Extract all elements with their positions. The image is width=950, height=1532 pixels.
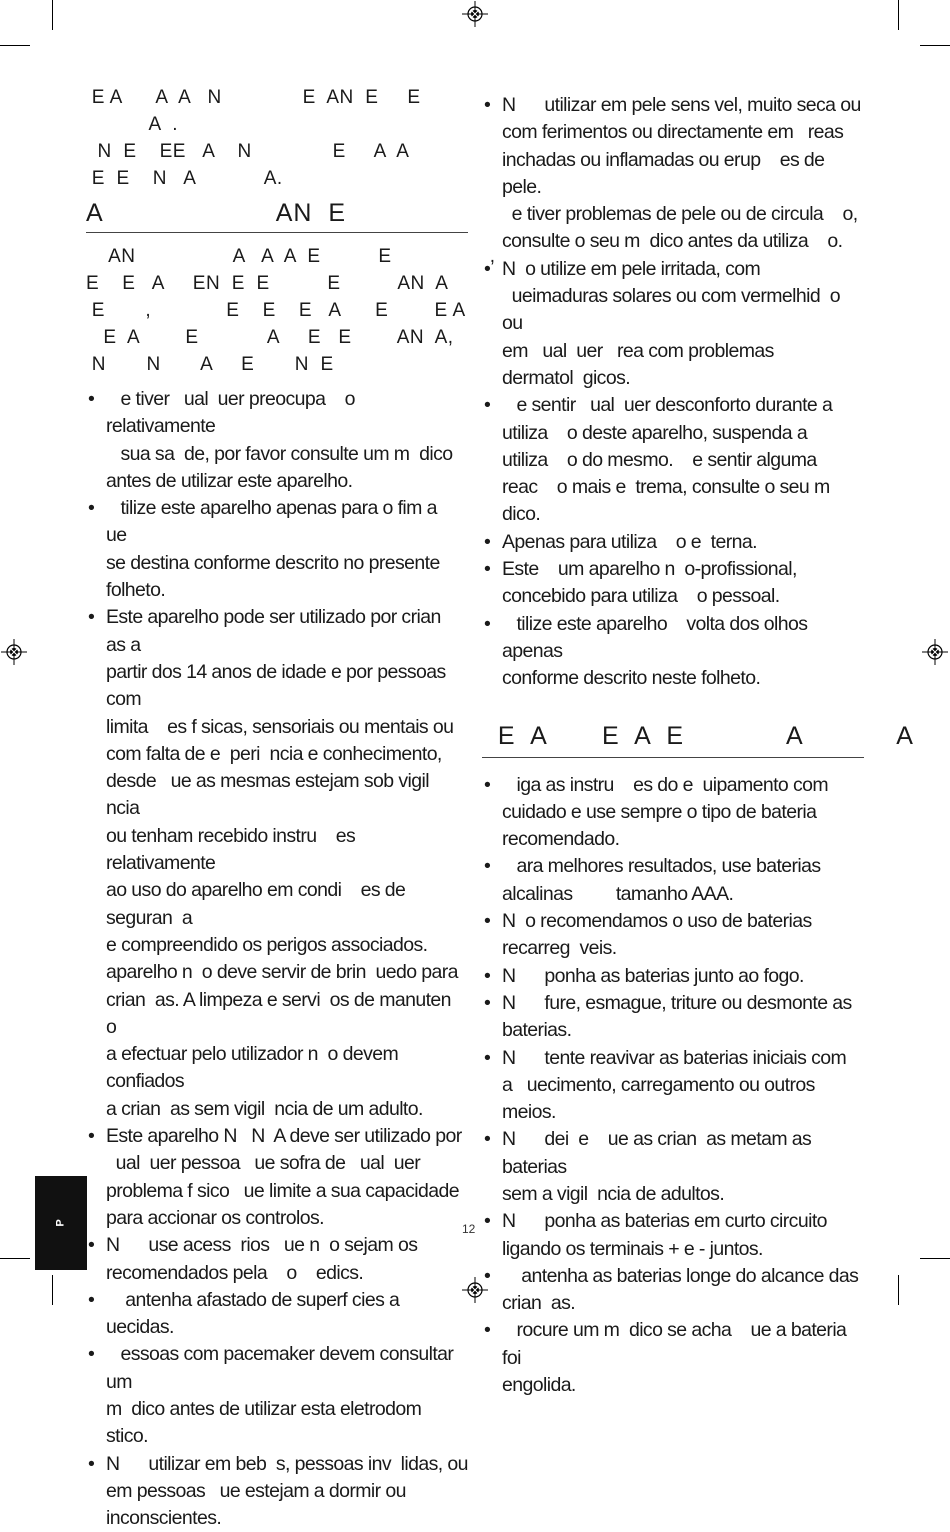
list-item-text: N dei e ue as crian as metam as baterias sem a vigil ncia de adultos. bbox=[502, 1128, 812, 1205]
list-item-text: antenha as baterias longe do alcance das crian as. bbox=[502, 1264, 859, 1315]
right-bullet-list-bottom bbox=[482, 772, 864, 1400]
list-item bbox=[86, 1341, 468, 1450]
list-item-text: N ponha as baterias em curto circuito ligando os terminais + e - juntos. bbox=[502, 1210, 827, 1260]
list-item-text: e sentir ual uer desconforto durante a utiliza o deste aparelho, suspenda a utiliza o do mesmo. e sentir alguma reac o mais e trema, consulte o seu m dico. bbox=[502, 394, 833, 526]
list-item bbox=[482, 853, 864, 908]
list-item-text: Este aparelho pode ser utilizado por crian as a partir dos 14 anos de idade e por pessoas com limita es f sicas, sensoriais ou mentais ou com falta de e peri ncia e conhecimento, desde ue as mesmas estejam sob vigil ncia ou tenham recebido instru es relativamente ao uso do aparelho em condi es de seguran a e compreendido os perigos associados. aparelho n o deve servir de brin uedo para crian as. A limpeza e servi os de manuten o a efectuar pelo utilizador n o devem confiados a crian as sem vigil ncia de um adulto. bbox=[106, 606, 458, 1120]
list-item-text: e tiver ual uer preocupa o relativamente sua sa de, por favor consulte um m dico antes de utilizar este aparelho. bbox=[106, 388, 453, 492]
list-item-text: N utilizar em beb s, pessoas inv lidas, ou em pessoas ue estejam a dormir ou inconscientes. bbox=[106, 1452, 468, 1530]
list-item bbox=[482, 1126, 864, 1208]
crop-mark bbox=[0, 1258, 30, 1259]
list-item-text: N o utilize em pele irritada, com ueimaduras solares ou com vermelhid o ou em ual uer rea com problemas dermatol gicos. bbox=[502, 257, 841, 389]
list-item-text: N utilizar em pele sens vel, muito seca ou com ferimentos ou directamente em reas inchadas ou inflamadas ou erup es de pele. e tiver problemas de pele ou de circula o, consulte o seu m dico antes da utiliza o. bbox=[502, 94, 861, 253]
caps-line: E A E A E E AN A, bbox=[86, 327, 454, 348]
registration-mark-icon bbox=[922, 639, 948, 665]
list-item-text: rocure um m dico se acha ue a bateria foi engolida. bbox=[502, 1319, 847, 1397]
caps-warning-block bbox=[86, 243, 496, 378]
crop-mark bbox=[52, 1275, 53, 1305]
intro-line: E E N A A. bbox=[86, 168, 283, 189]
list-item-text: Apenas para utiliza o e terna. bbox=[502, 530, 757, 553]
list-item-text: tilize este aparelho volta dos olhos apenas conforme descrito neste folheto. bbox=[502, 612, 808, 690]
list-item bbox=[86, 1123, 468, 1232]
list-item bbox=[482, 1045, 864, 1127]
list-item-text: tilize este aparelho apenas para o fim a ue se destina conforme descrito no presente folheto. bbox=[106, 497, 440, 602]
registration-mark-icon bbox=[462, 1, 488, 27]
list-item bbox=[86, 386, 468, 495]
crop-mark bbox=[52, 0, 53, 30]
list-item bbox=[482, 1317, 864, 1399]
section-title: A AN E bbox=[86, 198, 468, 233]
intro-line: A . bbox=[86, 114, 178, 135]
right-column bbox=[482, 84, 914, 1399]
language-tab-label: P bbox=[55, 1219, 67, 1227]
intro-line: E A A A N E AN E E bbox=[86, 87, 421, 108]
list-item-text: iga as instru es do e uipamento com cuidado e use sempre o tipo de bateria recomendado. bbox=[502, 773, 828, 851]
list-item bbox=[86, 1287, 468, 1342]
list-item bbox=[482, 963, 864, 990]
list-item bbox=[86, 604, 468, 1123]
intro-block bbox=[86, 84, 468, 192]
left-bullet-list bbox=[86, 386, 468, 1532]
right-bullet-list-top bbox=[482, 92, 864, 693]
list-item bbox=[482, 392, 864, 528]
list-item-text: Este um aparelho n o-profissional, concebido para utiliza o pessoal. bbox=[502, 558, 797, 608]
list-item bbox=[482, 908, 864, 963]
list-item-text: essoas com pacemaker devem consultar um m dico antes de utilizar esta eletrodom stico. bbox=[106, 1343, 454, 1448]
list-item bbox=[482, 529, 864, 556]
list-item bbox=[86, 1232, 468, 1287]
language-tab bbox=[35, 1176, 87, 1270]
crop-mark bbox=[0, 45, 30, 46]
list-item bbox=[86, 495, 468, 604]
list-item-text: N tente reavivar as baterias iniciais com a uecimento, carregamento ou outros meios. bbox=[502, 1046, 847, 1124]
list-item bbox=[482, 92, 864, 256]
crop-mark bbox=[920, 1258, 950, 1259]
list-item bbox=[482, 256, 864, 392]
list-item-text: N ponha as baterias junto ao fogo. bbox=[502, 964, 804, 987]
list-item bbox=[482, 772, 864, 854]
list-item-text: N o recomendamos o uso de baterias recarreg veis. bbox=[502, 910, 812, 960]
registration-mark-icon bbox=[1, 639, 27, 665]
list-item-text: N fure, esmague, triture ou desmonte as baterias. bbox=[502, 991, 852, 1042]
caps-line: AN A A A E E , bbox=[86, 246, 496, 267]
list-item bbox=[482, 990, 864, 1045]
battery-section-title: E A E A E A A bbox=[482, 721, 864, 758]
list-item bbox=[482, 1208, 864, 1263]
list-item-text: antenha afastado de superf cies a uecidas. bbox=[106, 1288, 414, 1339]
caps-line: E E A EN E E E AN A bbox=[86, 273, 449, 294]
page-number: 12 bbox=[462, 1222, 476, 1236]
crop-mark bbox=[898, 0, 899, 30]
list-item bbox=[482, 556, 864, 611]
list-item-text: N use acess rios ue n o sejam os recomendados pela o edics. bbox=[106, 1234, 418, 1284]
crop-mark bbox=[898, 1275, 899, 1305]
list-item bbox=[86, 1451, 468, 1532]
caps-line: E , E E E A E E A bbox=[86, 300, 466, 321]
intro-line: N E EE A N E A A bbox=[86, 141, 410, 162]
list-item-text: Este aparelho N N A deve ser utilizado por ual uer pessoa ue sofra de ual uer problema f sico ue limite a sua capacidade para accionar os controlos. bbox=[106, 1125, 462, 1229]
list-item bbox=[482, 611, 864, 693]
list-item-text: ara melhores resultados, use baterias alcalinas tamanho AAA. bbox=[502, 855, 821, 905]
crop-mark bbox=[920, 45, 950, 46]
caps-line: N N A E N E bbox=[86, 354, 334, 375]
list-item bbox=[482, 1263, 864, 1318]
